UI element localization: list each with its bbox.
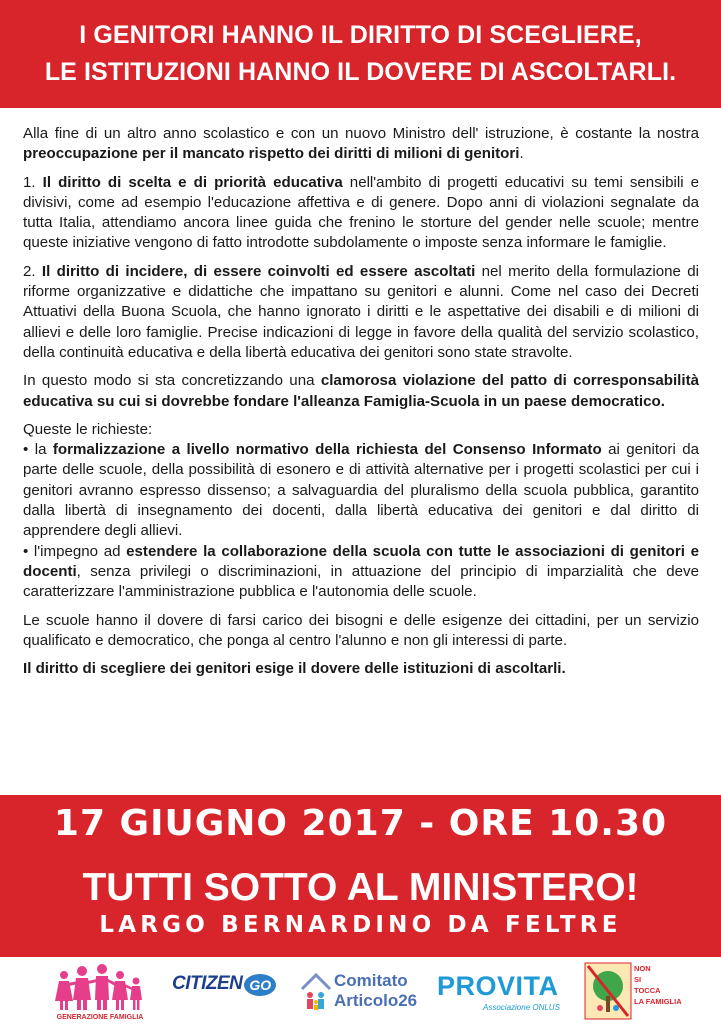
header-banner [0, 0, 721, 108]
paragraph-violation [23, 371, 699, 412]
request-item-2 [23, 542, 699, 603]
text-span: Alla fine di un altro anno scolastico e con un nuovo Ministro dell' istruzione, è costante la nostra [23, 125, 699, 142]
family-figures-icon [50, 963, 150, 1011]
text-span: 1. [23, 173, 43, 191]
articolo26-label: Articolo26 [334, 991, 418, 1010]
paragraph-closing [23, 659, 699, 679]
text-span: In questo modo si sta concretizzando una [23, 372, 321, 390]
text-span: . [519, 145, 524, 163]
text-span: ai genitori da parte delle scuole, della possibilità di esonero e di attività alternative per i progetti scolastici per cui i genitori avranno espresso dissenso; a salvaguardia del pluralismo della scuola pubblica, garantito dalla libertà di insegnamento dei docenti, dalla libertà educativa dei genitori e dal diritto di apprendere degli allievi. [23, 441, 700, 540]
bold-text: Il diritto di scelta e di priorità educativa [42, 173, 343, 191]
house-family-icon [300, 971, 332, 1013]
bold-text: estendere la collaborazione della scuola con tutte le associazioni di genitori e docenti [23, 542, 699, 580]
event-slogan: TUTTI SOTTO AL MINISTERO! [82, 866, 639, 909]
bold-text: Il diritto di scegliere dei genitori esige il dovere delle istituzioni di ascoltarli. [23, 660, 566, 678]
non-si-tocca-la-famiglia-logo [584, 960, 694, 1022]
request-item-1 [23, 440, 699, 541]
event-place: LARGO BERNARDINO DA FELTRE [99, 912, 622, 938]
bold-text: Il diritto di incidere, di essere coinvolti ed essere ascoltati [41, 262, 476, 280]
provita-subtitle: Associazione ONLUS [483, 1003, 560, 1012]
text-span: • la [23, 441, 53, 459]
text-span: nel merito della formulazione di riforme organizzative e didattiche che impattano su genitori e alunni. Come nel caso dei Decreti Attuativi della Buona Scuola, che hanno ignorato i diritti e le aspettative dei disabili e di milioni di allievi e delle loro famiglie. Precise indicazioni di legge in favore della qualità del servizio scolastico, della continuità educativa e della libertà educativa dei genitori sono state stravolte. [23, 262, 699, 361]
bold-text: formalizzazione a livello normativo della richiesta del Consenso Informato [52, 441, 602, 459]
event-date: 17 GIUGNO 2017 - ORE 10.30 [53, 803, 668, 844]
citizengo-logo [172, 973, 276, 996]
paragraph-intro [23, 124, 699, 165]
text-span: , senza privilegi o discriminazioni, in attuazione del principio di imparzialità che deve caratterizzare l'amministrazione pubblica e l'autonomia delle scuole. [23, 562, 699, 601]
bold-text: preoccupazione per il mancato rispetto dei diritti di milioni di genitori [23, 145, 520, 163]
text-span: 2. [23, 262, 42, 280]
comitato-articolo26-logo [300, 971, 430, 1015]
citizengo-go-badge: GO [244, 974, 276, 996]
generazione-famiglia-label: GENERAZIONE FAMIGLIA [56, 1014, 144, 1021]
non-si-tocca-label: NON SI TOCCA LA FAMIGLIA [634, 964, 682, 1006]
text-span: nell'ambito di progetti educativi su temi sensibili e divisivi, come ad esempio l'educazione affettiva e di genere. Dopo anni di violazioni segnalate da tutta Italia, attendiamo ancora linee guida che frenino le storture del gender nelle scuole; mentre queste iniziative vengono di fatto introdotte subdolamente o imposte senza informare le famiglie. [23, 173, 699, 252]
paragraph-right-2 [23, 262, 699, 363]
requests-intro: Queste le richieste: [23, 420, 153, 438]
citizengo-text: CITIZEN [172, 973, 243, 994]
body-text [23, 124, 699, 687]
comitato-label: Comitato [334, 971, 408, 990]
header-line-1: I GENITORI HANNO IL DIRITTO DI SCEGLIERE, [79, 21, 642, 49]
family-tree-icon [584, 962, 632, 1020]
provita-logo [437, 971, 567, 1017]
bold-text: clamorosa violazione del patto di corresponsabilità educativa su cui si dovrebbe fondare l'alleanza Famiglia-Scuola in un paese democratico. [23, 372, 699, 410]
provita-name: PROVITA [437, 971, 559, 1001]
paragraph-right-1 [23, 173, 699, 254]
sponsor-logos [0, 957, 721, 1024]
generazione-famiglia-logo [50, 963, 150, 1021]
text-span: • l'impegno ad [23, 542, 127, 560]
header-line-2: LE ISTITUZIONI HANNO IL DOVERE DI ASCOLTARLI. [44, 58, 677, 86]
paragraph-schools: Le scuole hanno il dovere di farsi carico dei bisogni e delle esigenze dei cittadini, per un servizio qualificato e democratico, che ponga al centro l'alunno e non gli interessi di parte. [23, 611, 699, 649]
